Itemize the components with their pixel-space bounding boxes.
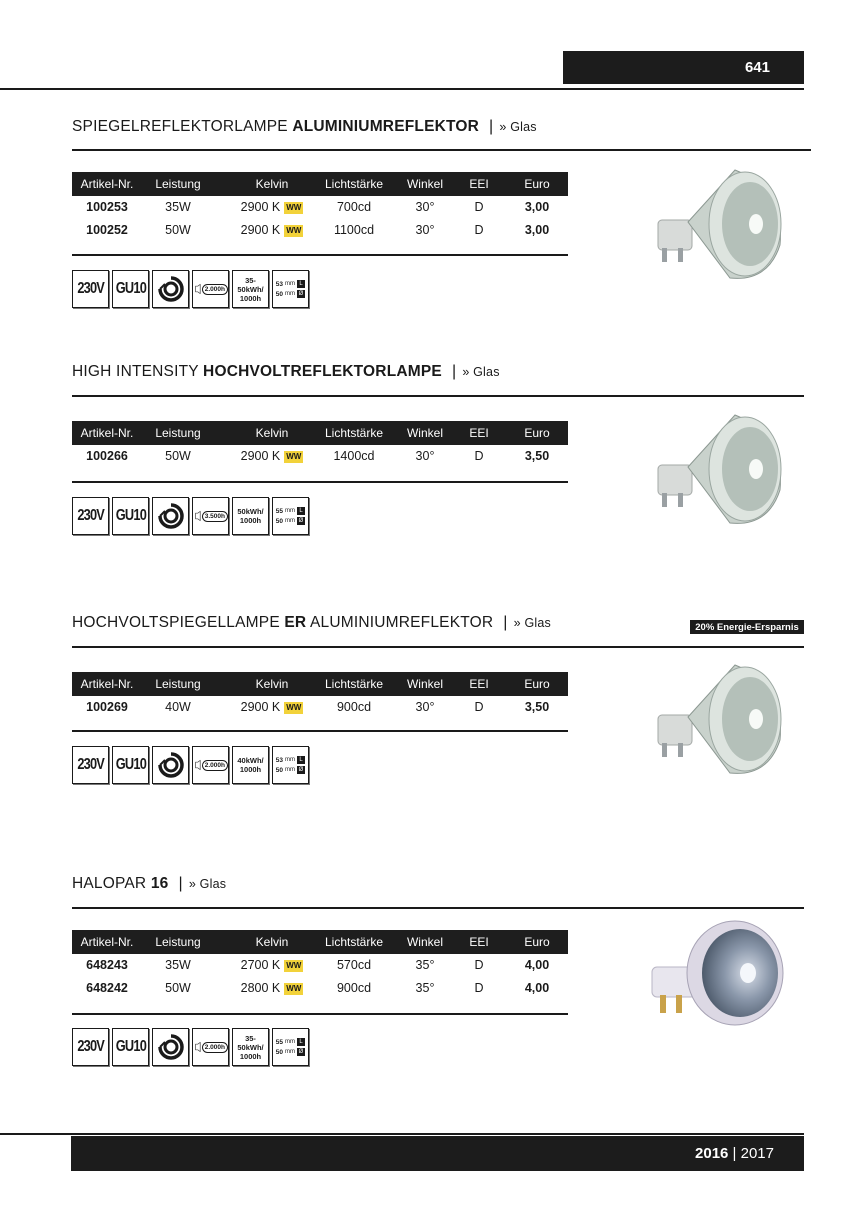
- socket-icon: [112, 497, 149, 535]
- table-row: [72, 444, 568, 467]
- voltage-icon: [72, 1028, 109, 1066]
- kelvin-cell: [232, 953, 312, 977]
- dimmable-icon: [152, 746, 189, 784]
- footer-rule: [0, 1133, 804, 1135]
- spec-icons: [72, 1028, 309, 1068]
- length-symbol: L: [297, 756, 305, 764]
- column-header: Euro: [524, 935, 550, 949]
- table-rule: [72, 1013, 568, 1015]
- dimension-length-value: 53: [275, 280, 283, 288]
- diameter-symbol: Ø: [298, 518, 304, 524]
- section-title-light: SPIEGELREFLEKTORLAMPE: [72, 118, 293, 135]
- lamp-image: [640, 160, 790, 290]
- price: 3,50: [524, 449, 550, 463]
- diameter-symbol: Ø: [298, 767, 304, 773]
- price: 3,50: [524, 700, 550, 714]
- energy-consumption-line1: 50kWh/: [237, 507, 264, 516]
- warm-white-badge: WW: [286, 702, 302, 712]
- socket-label: GU10: [115, 280, 146, 297]
- beam-angle: 35°: [415, 958, 435, 972]
- column-header: EEI: [469, 177, 489, 191]
- warm-white-badge: WW: [286, 983, 302, 993]
- warm-white-badge: WW: [286, 960, 302, 970]
- energy-badge: 20% Energie-Ersparnis: [690, 620, 804, 634]
- section-subtitle: » Glas: [462, 365, 500, 379]
- section-title-bold: ER: [284, 614, 307, 631]
- socket-icon: [112, 270, 149, 308]
- energy-consumption-line1: 40kWh/: [237, 756, 264, 765]
- energy-consumption-line1: 35-50kWh/: [237, 1033, 264, 1052]
- section-title-light: HALOPAR: [72, 875, 151, 892]
- section-title: [72, 363, 500, 381]
- wattage: 50W: [165, 223, 191, 237]
- socket-label: GU10: [115, 507, 146, 524]
- section-title-separator: |: [503, 614, 508, 631]
- length-symbol: L: [297, 1038, 305, 1046]
- section-subtitle: » Glas: [188, 877, 227, 891]
- article-number: 100253: [86, 200, 128, 214]
- column-header: Artikel-Nr.: [80, 177, 134, 191]
- dimension-length-value: 55: [275, 1038, 283, 1046]
- kelvin: 2900 K: [240, 200, 281, 214]
- column-header: Lichtstärke: [324, 935, 384, 949]
- voltage-label: 230V: [77, 280, 104, 297]
- dimension-length: [276, 1038, 305, 1046]
- column-header: Lichtstärke: [324, 677, 384, 691]
- section-subtitle: » Glas: [513, 616, 551, 630]
- energy-consumption-icon: [232, 1028, 269, 1066]
- section-rule: [72, 907, 804, 909]
- lamp-image: [640, 405, 790, 535]
- energy-consumption-icon: [232, 497, 269, 535]
- spec-icons: [72, 497, 309, 537]
- dimension-length: [276, 507, 305, 515]
- column-header: Artikel-Nr.: [80, 426, 134, 440]
- column-header: Winkel: [406, 426, 443, 440]
- voltage-icon: [72, 746, 109, 784]
- section-title-light: HOCHVOLTSPIEGELLAMPE: [72, 614, 285, 631]
- article-number: 648243: [86, 958, 128, 972]
- column-header: Lichtstärke: [324, 426, 384, 440]
- footer-bar: [71, 1136, 804, 1171]
- dimension-diameter: [276, 1048, 305, 1056]
- dimension-unit: mm: [285, 291, 295, 297]
- luminous-intensity: 700cd: [336, 200, 372, 214]
- beam-angle: 30°: [415, 449, 435, 463]
- kelvin: 2900 K: [240, 223, 281, 237]
- kelvin-cell: [232, 195, 312, 219]
- lifetime-value: 2.000h: [202, 760, 228, 771]
- dimensions-icon: [272, 497, 309, 535]
- socket-icon: [112, 746, 149, 784]
- lifetime-icon: [192, 270, 229, 308]
- kelvin-cell: [232, 218, 312, 242]
- kelvin-cell: [232, 695, 312, 719]
- energy-class: D: [474, 449, 484, 463]
- column-header: EEI: [469, 426, 489, 440]
- kelvin: 2900 K: [240, 700, 281, 714]
- dimensions-icon: [272, 746, 309, 784]
- luminous-intensity: 900cd: [336, 700, 372, 714]
- table-header: [72, 672, 568, 696]
- footer-separator: |: [728, 1145, 741, 1162]
- table-rule: [72, 481, 568, 483]
- footer-year-current: 2016: [695, 1145, 729, 1162]
- table-rule: [72, 730, 568, 732]
- column-header: Leistung: [155, 677, 201, 691]
- socket-label: GU10: [115, 756, 146, 773]
- price: 4,00: [524, 958, 550, 972]
- beam-angle: 35°: [415, 981, 435, 995]
- dimensions-icon: [272, 270, 309, 308]
- luminous-intensity: 1100cd: [333, 223, 375, 237]
- energy-class: D: [474, 700, 484, 714]
- length-symbol: L: [297, 280, 305, 288]
- column-header: Euro: [524, 426, 550, 440]
- section-title: [72, 875, 226, 893]
- kelvin: 2900 K: [240, 449, 281, 463]
- column-header: Leistung: [155, 935, 201, 949]
- section-subtitle: » Glas: [499, 120, 537, 134]
- section-title-light: HIGH INTENSITY: [72, 363, 204, 380]
- column-header: Kelvin: [255, 426, 289, 440]
- dimension-diameter: [276, 766, 305, 774]
- column-header: Kelvin: [255, 677, 289, 691]
- dimension-unit: mm: [285, 767, 295, 773]
- dimmable-icon: [152, 1028, 189, 1066]
- dimension-diameter-value: 50: [275, 1048, 283, 1056]
- energy-class: D: [474, 200, 484, 214]
- dimension-length: [276, 280, 305, 288]
- energy-consumption-icon: [232, 270, 269, 308]
- dimension-diameter: [276, 517, 305, 525]
- footer-year-next: 2017: [740, 1145, 774, 1162]
- wattage: 35W: [165, 958, 191, 972]
- dimension-length: [276, 756, 305, 764]
- table-header: [72, 421, 568, 445]
- column-header: Winkel: [406, 935, 443, 949]
- section-title: [72, 118, 537, 136]
- luminous-intensity: 900cd: [336, 981, 372, 995]
- lifetime-icon: [192, 1028, 229, 1066]
- wattage: 50W: [165, 449, 191, 463]
- voltage-label: 230V: [77, 1038, 104, 1055]
- column-header: Winkel: [406, 177, 443, 191]
- header-rule: [0, 88, 804, 90]
- lifetime-icon: [192, 497, 229, 535]
- section-title-bold: 16: [150, 875, 169, 892]
- dimension-length-value: 55: [275, 507, 283, 515]
- kelvin: 2800 K: [240, 981, 281, 995]
- article-number: 100252: [86, 223, 128, 237]
- article-number: 648242: [86, 981, 128, 995]
- voltage-label: 230V: [77, 507, 104, 524]
- article-number: 100266: [86, 449, 128, 463]
- lamp-image: [630, 915, 790, 1035]
- kelvin-cell: [232, 444, 312, 468]
- column-header: Leistung: [155, 426, 201, 440]
- table-row: [72, 195, 568, 218]
- column-header: Artikel-Nr.: [80, 935, 134, 949]
- dimension-diameter-value: 50: [275, 766, 283, 774]
- section-title-light-2: ALUMINIUMREFLEKTOR: [306, 614, 494, 631]
- kelvin: 2700 K: [240, 958, 281, 972]
- energy-consumption-line2: 1000h: [239, 293, 262, 303]
- diameter-symbol: Ø: [298, 1049, 304, 1055]
- energy-consumption-line2: 1000h: [239, 516, 262, 525]
- wattage: 40W: [165, 700, 191, 714]
- voltage-icon: [72, 270, 109, 308]
- column-header: Lichtstärke: [324, 177, 384, 191]
- luminous-intensity: 570cd: [336, 958, 372, 972]
- section-title-bold: ALUMINIUMREFLEKTOR: [292, 118, 480, 135]
- voltage-icon: [72, 497, 109, 535]
- energy-consumption-line2: 1000h: [239, 1051, 262, 1061]
- section-rule: [72, 149, 811, 151]
- wattage: 50W: [165, 981, 191, 995]
- socket-label: GU10: [115, 1038, 146, 1055]
- diameter-symbol: Ø: [298, 291, 304, 297]
- lifetime-value: 3.500h: [202, 511, 228, 522]
- column-header: EEI: [469, 935, 489, 949]
- column-header: Leistung: [155, 177, 201, 191]
- table-header: [72, 172, 568, 196]
- table-row: [72, 218, 568, 241]
- article-number: 100269: [86, 700, 128, 714]
- wattage: 35W: [165, 200, 191, 214]
- lifetime-value: 2.000h: [202, 1042, 228, 1053]
- table-rule: [72, 254, 568, 256]
- column-header: Euro: [524, 177, 550, 191]
- warm-white-badge: WW: [286, 451, 302, 461]
- column-header: EEI: [469, 677, 489, 691]
- beam-angle: 30°: [415, 200, 435, 214]
- section-title-bold: HOCHVOLTREFLEKTORLAMPE: [203, 363, 442, 380]
- price: 4,00: [524, 981, 550, 995]
- dimension-unit: mm: [285, 281, 295, 287]
- warm-white-badge: WW: [286, 202, 302, 212]
- price: 3,00: [524, 200, 550, 214]
- lifetime-value: 2.000h: [202, 284, 228, 295]
- price: 3,00: [524, 223, 550, 237]
- energy-consumption-icon: [232, 746, 269, 784]
- section-title-separator: |: [489, 118, 494, 135]
- spec-icons: [72, 746, 309, 786]
- section-title: [72, 614, 551, 632]
- warm-white-badge: WW: [286, 225, 302, 235]
- table-header: [72, 930, 568, 954]
- column-header: Winkel: [406, 677, 443, 691]
- dimension-unit: mm: [285, 1049, 295, 1055]
- section-title-separator: |: [451, 363, 457, 380]
- luminous-intensity: 1400cd: [333, 449, 375, 463]
- socket-icon: [112, 1028, 149, 1066]
- energy-consumption-line2: 1000h: [239, 765, 262, 774]
- energy-class: D: [474, 958, 484, 972]
- table-row: [72, 953, 568, 976]
- dimmable-icon: [152, 270, 189, 308]
- beam-angle: 30°: [415, 700, 435, 714]
- column-header: Euro: [524, 677, 550, 691]
- section-title-separator: |: [178, 875, 183, 892]
- column-header: Kelvin: [255, 935, 289, 949]
- dimensions-icon: [272, 1028, 309, 1066]
- beam-angle: 30°: [415, 223, 435, 237]
- dimension-unit: mm: [285, 518, 295, 524]
- kelvin-cell: [232, 976, 312, 1000]
- column-header: Artikel-Nr.: [80, 677, 134, 691]
- table-row: [72, 695, 568, 718]
- energy-consumption-line1: 35-50kWh/: [237, 275, 264, 294]
- dimension-diameter-value: 50: [275, 290, 283, 298]
- dimension-unit: mm: [285, 757, 295, 763]
- dimension-length-value: 53: [275, 756, 283, 764]
- spec-icons: [72, 270, 309, 310]
- dimension-diameter: [276, 290, 305, 298]
- page-number-bar: [563, 51, 804, 84]
- dimension-unit: mm: [285, 1039, 295, 1045]
- length-symbol: L: [297, 507, 305, 515]
- voltage-label: 230V: [77, 756, 104, 773]
- energy-class: D: [474, 981, 484, 995]
- dimension-diameter-value: 50: [275, 517, 283, 525]
- table-row: [72, 976, 568, 999]
- section-rule: [72, 395, 804, 397]
- energy-class: D: [474, 223, 484, 237]
- page-number: 641: [744, 59, 770, 76]
- section-rule: [72, 646, 804, 648]
- dimension-unit: mm: [285, 508, 295, 514]
- lamp-image: [640, 655, 790, 785]
- lifetime-icon: [192, 746, 229, 784]
- dimmable-icon: [152, 497, 189, 535]
- column-header: Kelvin: [255, 177, 289, 191]
